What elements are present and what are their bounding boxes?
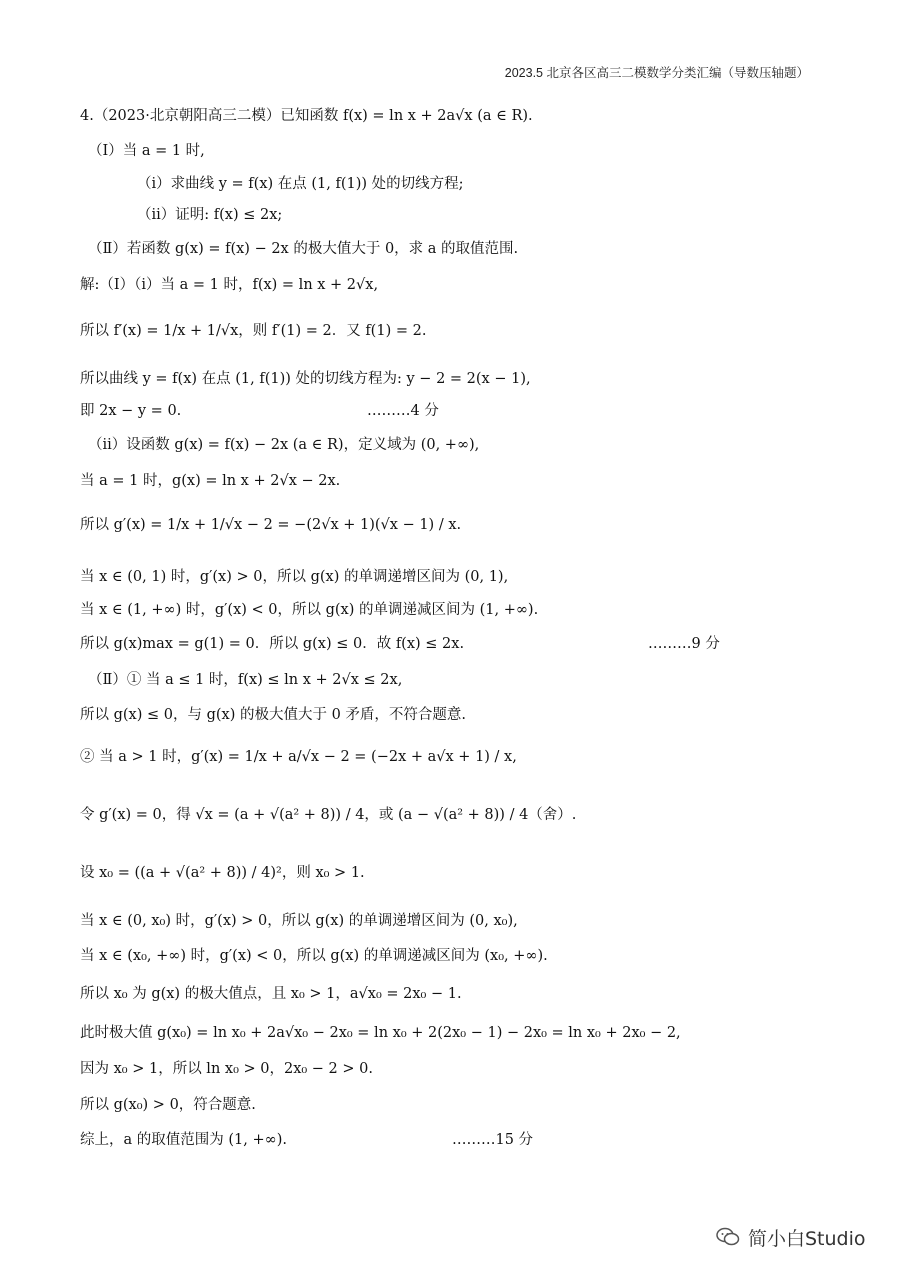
part-2-critical-point: 令 g′(x) = 0，得 √x = (a + √(a² + 8)) / 4，或 (a − √(a² + 8)) / 4（舍）. <box>80 807 577 823</box>
part-2-x0-def: 设 x₀ = ((a + √(a² + 8)) / 4)²，则 x₀ > 1. <box>80 865 365 881</box>
part-2-positive: 所以 g(x₀) > 0，符合题意. <box>80 1097 256 1113</box>
solution-ii-g-derivative: 所以 g′(x) = 1/x + 1/√x − 2 = −(2√x + 1)(√x − 1) / x. <box>80 517 462 533</box>
part-2-increasing: 当 x ∈ (0, x₀) 时，g′(x) > 0，所以 g(x) 的单调递增区间为 (0, x₀), <box>80 913 518 929</box>
solution-ii-setup: （ⅱ）设函数 g(x) = f(x) − 2x (a ∈ R)，定义域为 (0, +∞), <box>88 437 480 453</box>
part-1-ii-question: （ⅱ）证明: f(x) ≤ 2x; <box>137 207 283 223</box>
problem-statement: 4.（2023·北京朝阳高三二模）已知函数 f(x) = ln x + 2a√x (a ∈ R). <box>80 108 533 124</box>
part-1-i-question: （ⅰ）求曲线 y = f(x) 在点 (1, f(1)) 处的切线方程; <box>137 176 464 192</box>
part-2-case-2: ② 当 a > 1 时，g′(x) = 1/x + a/√x − 2 = (−2x + a√x + 1) / x, <box>80 749 517 765</box>
part-2-decreasing: 当 x ∈ (x₀, +∞) 时，g′(x) < 0，所以 g(x) 的单调递减区间为 (x₀, +∞). <box>80 948 548 964</box>
solution-ii-increasing: 当 x ∈ (0, 1) 时，g′(x) > 0，所以 g(x) 的单调递增区间为 (0, 1), <box>80 569 509 585</box>
wechat-icon <box>716 1227 740 1252</box>
final-answer: 综上，a 的取值范围为 (1, +∞). <box>80 1132 287 1148</box>
solution-tangent-result: 即 2x − y = 0. <box>80 403 182 419</box>
score-4: ………4 分 <box>367 403 439 419</box>
part-2-maximum-point: 所以 x₀ 为 g(x) 的极大值点，且 x₀ > 1，a√x₀ = 2x₀ − 1. <box>80 986 462 1002</box>
part-1-condition: （Ⅰ）当 a = 1 时, <box>88 143 205 159</box>
score-15: ………15 分 <box>452 1132 534 1148</box>
part-2-case-1: （Ⅱ）① 当 a ≤ 1 时，f(x) ≤ ln x + 2√x ≤ 2x, <box>88 672 403 688</box>
page-header: 2023.5 北京各区高三二模数学分类汇编（导数压轴题） <box>504 66 809 80</box>
part-2-maximum-value: 此时极大值 g(x₀) = ln x₀ + 2a√x₀ − 2x₀ = ln x₀ + 2(2x₀ − 1) − 2x₀ = ln x₀ + 2x₀ − 2, <box>80 1025 681 1041</box>
watermark <box>716 1224 866 1252</box>
solution-start: 解:（Ⅰ）（ⅰ）当 a = 1 时，f(x) = ln x + 2√x, <box>80 277 379 293</box>
watermark-text: 简小白Studio <box>748 1228 866 1250</box>
score-9: ………9 分 <box>648 636 720 652</box>
part-2-question: （Ⅱ）若函数 g(x) = f(x) − 2x 的极大值大于 0，求 a 的取值范围. <box>88 241 519 257</box>
solution-tangent-line: 所以曲线 y = f(x) 在点 (1, f(1)) 处的切线方程为: y − 2 = 2(x − 1), <box>80 371 531 387</box>
part-2-sign-check: 因为 x₀ > 1，所以 ln x₀ > 0，2x₀ − 2 > 0. <box>80 1061 373 1077</box>
solution-ii-decreasing: 当 x ∈ (1, +∞) 时，g′(x) < 0，所以 g(x) 的单调递减区间为 (1, +∞). <box>80 602 539 618</box>
solution-ii-conclusion: 所以 g(x)max = g(1) = 0．所以 g(x) ≤ 0．故 f(x) ≤ 2x. <box>80 636 465 652</box>
part-2-case-1-contradiction: 所以 g(x) ≤ 0，与 g(x) 的极大值大于 0 矛盾，不符合题意. <box>80 707 467 723</box>
solution-ii-g-def: 当 a = 1 时，g(x) = ln x + 2√x − 2x. <box>80 473 341 489</box>
solution-derivative: 所以 f′(x) = 1/x + 1/√x，则 f′(1) = 2．又 f(1) = 2. <box>80 323 427 339</box>
